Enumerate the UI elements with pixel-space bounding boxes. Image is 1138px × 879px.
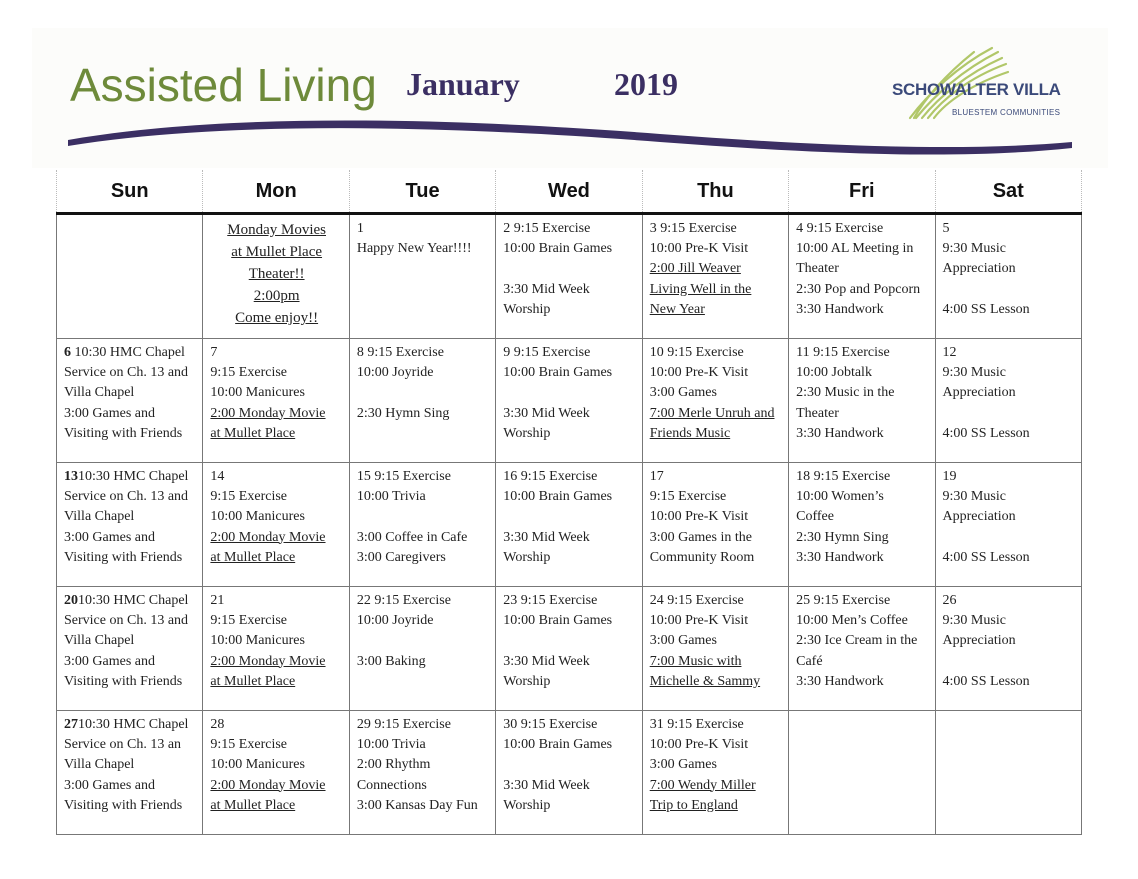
event-line: 3:00 Games and [64, 777, 155, 793]
day-cell-sun [57, 463, 203, 587]
event-line: 3:00 Games [649, 385, 717, 401]
event-line: 10:00 Manicures [210, 757, 305, 773]
week-row [57, 214, 1082, 339]
day-cell-sun [57, 214, 203, 339]
event-line: 2:30 Hymn Sing [796, 529, 889, 545]
event-line: at Mullet Place [210, 797, 296, 813]
event-line: 2:00 Rhythm [356, 757, 431, 773]
day-number: 20 [64, 593, 78, 608]
weekday-mon: Mon [203, 170, 349, 214]
event-line: Happy New Year!!!! [356, 241, 472, 257]
event-line: 10:00 Joyride [356, 365, 434, 381]
week-row [57, 463, 1082, 587]
event-line: 7:00 Wendy Miller [649, 777, 756, 793]
event-line: 2:00pm [253, 288, 300, 304]
event-line: 10:00 Brain Games [503, 613, 613, 629]
event-line: 7:00 Music with [649, 653, 742, 669]
event-line: 4:00 SS Lesson [942, 673, 1030, 689]
event-line: 4:00 SS Lesson [942, 425, 1030, 441]
day-cell-sun [57, 711, 203, 835]
day-cell-tue [349, 587, 495, 711]
event-line: 7:00 Merle Unruh and [649, 405, 775, 421]
event-line: Living Well in the [649, 281, 752, 297]
event-line: 10:00 Pre-K Visit [649, 365, 749, 381]
event-line: Appreciation [942, 261, 1016, 277]
event-line: 4 9:15 Exercise [796, 221, 884, 236]
event-line: Coffee [796, 509, 834, 525]
month-heading: January [406, 66, 520, 102]
event-line: Villa Chapel [64, 385, 135, 401]
event-line: 16 9:15 Exercise [503, 469, 598, 484]
event-line: 10:00 Pre-K Visit [649, 241, 749, 257]
event-line: Villa Chapel [64, 757, 135, 773]
event-line: 25 9:15 Exercise [796, 593, 891, 608]
weekday-fri: Fri [789, 170, 935, 214]
event-line: 2:30 Ice Cream in the [796, 633, 918, 649]
event-line: 3:00 Games in the [649, 529, 752, 545]
day-cell-thu [642, 711, 788, 835]
day-cell-mon [203, 339, 349, 463]
event-line: 9:30 Music [942, 241, 1006, 257]
event-line: Villa Chapel [64, 509, 135, 525]
logo-subtitle: BLUESTEM COMMUNITIES [952, 108, 1061, 117]
day-cell-wed [496, 587, 642, 711]
event-line [64, 715, 196, 735]
event-line: 29 9:15 Exercise [356, 717, 451, 732]
event-line: 3:30 Mid Week [503, 405, 590, 421]
event-line: 3:00 Games [649, 633, 717, 649]
event-line: 3:00 Games and [64, 653, 155, 669]
event-line: 1 [356, 221, 364, 236]
weekday-tue: Tue [349, 170, 495, 214]
event-line: 10:00 Pre-K Visit [649, 613, 749, 629]
event-line: 10:00 Men’s Coffee [796, 613, 908, 629]
day-cell-thu [642, 214, 788, 339]
day-cell-wed [496, 463, 642, 587]
event-line: Trip to England [649, 797, 738, 813]
event-line: Michelle & Sammy [649, 673, 761, 689]
day-cell-sat [935, 711, 1081, 835]
day-cell-sun [57, 587, 203, 711]
event-line: 2:00 Monday Movie [210, 653, 326, 669]
event-text: 10:30 HMC Chapel [78, 717, 189, 732]
event-line [64, 467, 196, 487]
event-line: Come enjoy!! [235, 310, 319, 326]
event-line: 9:30 Music [942, 365, 1006, 381]
day-cell-mon [203, 711, 349, 835]
event-line: 3:30 Mid Week [503, 777, 590, 793]
event-line: 10:00 Trivia [356, 489, 426, 505]
event-line: Theater [796, 405, 839, 421]
event-line: Appreciation [942, 385, 1016, 401]
event-line: Visiting with Friends [64, 425, 183, 441]
event-line: 3:00 Coffee in Cafe [356, 529, 468, 545]
event-line: Worship [503, 797, 551, 813]
event-line: 4:00 SS Lesson [942, 301, 1030, 317]
event-line: 9:15 Exercise [210, 365, 288, 381]
event-line: 10:00 Manicures [210, 509, 305, 525]
weekday-sun: Sun [57, 170, 203, 214]
event-line: Community Room [649, 549, 755, 565]
week-row [57, 339, 1082, 463]
event-line: 10:00 Manicures [210, 633, 305, 649]
event-line: 10 9:15 Exercise [649, 345, 744, 360]
day-cell-sat [935, 587, 1081, 711]
day-cell-fri [789, 339, 935, 463]
event-line: 7 [210, 345, 218, 360]
event-line: Visiting with Friends [64, 797, 183, 813]
event-line: Appreciation [942, 509, 1016, 525]
event-line: 3:00 Kansas Day Fun [356, 797, 478, 813]
event-line: 9:30 Music [942, 489, 1006, 505]
event-line: 3:30 Handwork [796, 549, 884, 565]
event-line: 2:00 Monday Movie [210, 405, 326, 421]
event-line: at Mullet Place [210, 425, 296, 441]
event-line: 10:00 Trivia [356, 737, 426, 753]
event-text: 10:30 HMC Chapel [71, 345, 185, 360]
event-line: Theater [796, 261, 839, 277]
event-line: Worship [503, 549, 551, 565]
logo-name: SCHOWALTER VILLA [892, 80, 1061, 99]
event-line: Villa Chapel [64, 633, 135, 649]
day-cell-sat [935, 339, 1081, 463]
event-line: Connections [356, 777, 427, 793]
event-line: 9:15 Exercise [210, 489, 288, 505]
event-line: 19 [942, 469, 957, 484]
day-cell-fri [789, 587, 935, 711]
day-cell-thu [642, 463, 788, 587]
event-line: New Year [649, 301, 705, 317]
day-cell-fri [789, 214, 935, 339]
event-line: 15 9:15 Exercise [356, 469, 451, 484]
event-line: 3:00 Caregivers [356, 549, 446, 565]
day-cell-tue [349, 711, 495, 835]
event-line: 21 [210, 593, 225, 608]
day-cell-wed [496, 214, 642, 339]
day-cell-fri [789, 711, 935, 835]
event-line [503, 507, 635, 527]
event-line: 3:00 Games and [64, 405, 155, 421]
event-line: Visiting with Friends [64, 673, 183, 689]
event-line: 2:30 Music in the [796, 385, 895, 401]
event-line: 10:00 Brain Games [503, 489, 613, 505]
event-line [943, 404, 1075, 424]
event-line: Friends Music [649, 425, 731, 441]
event-line: Worship [503, 301, 551, 317]
day-cell-tue [349, 339, 495, 463]
event-line: 14 [210, 469, 225, 484]
event-line [64, 343, 196, 363]
event-line: 4:00 SS Lesson [942, 549, 1030, 565]
day-cell-fri [789, 463, 935, 587]
event-line: Café [796, 653, 823, 669]
day-cell-thu [642, 587, 788, 711]
day-cell-tue [349, 214, 495, 339]
event-line: 2:30 Hymn Sing [356, 405, 450, 421]
day-number: 13 [64, 469, 78, 484]
event-line: 10:00 Women’s [796, 489, 884, 505]
event-line: 9:30 Music [942, 613, 1006, 629]
event-text: 10:30 HMC Chapel [78, 593, 189, 608]
event-line [357, 383, 489, 403]
event-line: 18 9:15 Exercise [796, 469, 891, 484]
event-line: 10:00 AL Meeting in [796, 241, 914, 257]
day-cell-sat [935, 214, 1081, 339]
event-line [357, 631, 489, 651]
day-cell-wed [496, 711, 642, 835]
event-line: 30 9:15 Exercise [503, 717, 598, 732]
event-line: 22 9:15 Exercise [356, 593, 451, 608]
event-line: 9:15 Exercise [210, 737, 288, 753]
year-heading: 2019 [614, 66, 678, 102]
event-line: 2 9:15 Exercise [503, 221, 591, 236]
event-line: 12 [942, 345, 957, 360]
event-line: Service on Ch. 13 an [64, 737, 182, 753]
event-line: 2:00 Monday Movie [210, 777, 326, 793]
event-line: 3:30 Handwork [796, 301, 884, 317]
event-line: 9:15 Exercise [210, 613, 288, 629]
event-line: 3:00 Games [649, 757, 717, 773]
weekday-header-row [57, 170, 1082, 214]
event-line: 10:00 Jobtalk [796, 365, 872, 381]
event-line: 2:30 Pop and Popcorn [796, 281, 921, 297]
event-line: 10:00 Brain Games [503, 241, 613, 257]
event-line [943, 652, 1075, 672]
event-line: 24 9:15 Exercise [649, 593, 744, 608]
day-cell-sun [57, 339, 203, 463]
page-title: Assisted Living [70, 59, 377, 111]
event-line: 10:00 Brain Games [503, 365, 613, 381]
event-line: 23 9:15 Exercise [503, 593, 598, 608]
event-line: 5 [942, 221, 950, 236]
event-line [943, 528, 1075, 548]
event-line: 10:00 Pre-K Visit [649, 737, 749, 753]
event-line: at Mullet Place [231, 244, 323, 260]
event-line: 26 [942, 593, 957, 608]
event-line: Monday Movies [227, 222, 326, 238]
event-line: 10:00 Brain Games [503, 737, 613, 753]
week-row [57, 711, 1082, 835]
week-row [57, 587, 1082, 711]
event-line: 3:30 Handwork [796, 425, 884, 441]
weekday-wed: Wed [496, 170, 642, 214]
calendar-table [56, 170, 1082, 835]
event-line: 10:00 Pre-K Visit [649, 509, 749, 525]
event-line: Worship [503, 425, 551, 441]
event-line [503, 383, 635, 403]
event-line: Appreciation [942, 633, 1016, 649]
event-line: Theater!! [248, 266, 305, 282]
day-cell-mon [203, 463, 349, 587]
event-line: 10:00 Joyride [356, 613, 434, 629]
day-number: 6 [64, 345, 71, 360]
event-line: 2:00 Jill Weaver [649, 261, 741, 277]
event-line: 9 9:15 Exercise [503, 345, 591, 360]
event-line: 28 [210, 717, 225, 732]
event-line: 10:00 Manicures [210, 385, 305, 401]
event-line: 2:00 Monday Movie [210, 529, 326, 545]
day-cell-sat [935, 463, 1081, 587]
event-line: 8 9:15 Exercise [356, 345, 444, 360]
event-line [503, 755, 635, 775]
event-line: Service on Ch. 13 and [64, 365, 189, 381]
day-cell-thu [642, 339, 788, 463]
calendar-body [57, 214, 1082, 835]
event-line: Service on Ch. 13 and [64, 613, 189, 629]
day-cell-wed [496, 339, 642, 463]
event-line: 11 9:15 Exercise [796, 345, 890, 360]
event-line: Service on Ch. 13 and [64, 489, 189, 505]
weekday-thu: Thu [642, 170, 788, 214]
event-line: at Mullet Place [210, 549, 296, 565]
day-cell-mon [203, 587, 349, 711]
event-line: 3:30 Handwork [796, 673, 884, 689]
event-line [503, 631, 635, 651]
event-line: 3:00 Games and [64, 529, 155, 545]
event-line: 31 9:15 Exercise [649, 717, 744, 732]
day-number: 27 [64, 717, 78, 732]
event-line: 3:00 Baking [356, 653, 426, 669]
event-line: Visiting with Friends [64, 549, 183, 565]
day-cell-mon [203, 214, 349, 339]
event-line [64, 591, 196, 611]
event-text: 10:30 HMC Chapel [78, 469, 189, 484]
event-line: 3:30 Mid Week [503, 653, 590, 669]
event-line: 3:30 Mid Week [503, 529, 590, 545]
event-line: Worship [503, 673, 551, 689]
event-line: 3:30 Mid Week [503, 281, 590, 297]
event-line: 3 9:15 Exercise [649, 221, 737, 236]
event-line: 9:15 Exercise [649, 489, 727, 505]
event-line [503, 259, 635, 279]
weekday-sat: Sat [935, 170, 1081, 214]
event-line [943, 280, 1075, 300]
event-line: 17 [649, 469, 664, 484]
event-line [357, 507, 489, 527]
event-line: at Mullet Place [210, 673, 296, 689]
day-cell-tue [349, 463, 495, 587]
